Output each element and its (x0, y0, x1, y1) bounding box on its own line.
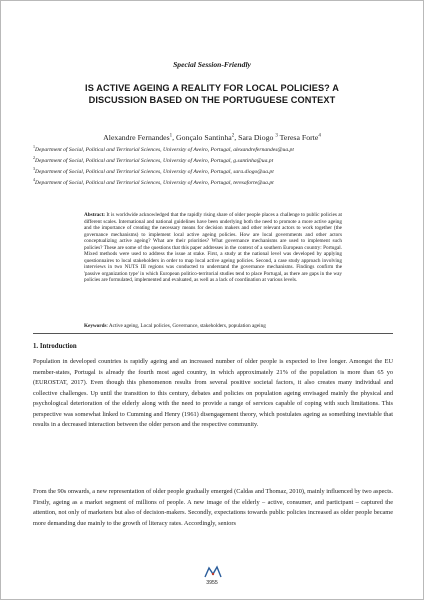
page-number: 3955 (206, 580, 218, 586)
publisher-logo-icon (204, 565, 222, 579)
session-label: Special Session-Friendly (173, 60, 251, 69)
body-paragraph-1: Population in developed countries is rapidly ageing and an increased number of older people is expected to live longer. Amongst the EU member-states, Portugal is already the fourth most aged country, in which approximately 21% of the population is more than 65 yo (EUROSTAT, 2017). Even though this phenomenon results from several positive societal factors, it also creates many individual and collective challenges. Up until the transition to this century, debates and policies on population ageing envisaged mainly the physical and psychological deterioration of the elderly along with the need to provide a range of services capable of coping with such limitations. This perspective was somewhat linked to Cumming and Henry (1961) disengagement theory, which postulates ageing as something inevitable that results in a decreased interaction between the older person and the respective community. (33, 358, 393, 429)
affiliation-4: $^4$Department of Social, Political and Territorial Sciences, University of Aveiro, Portugal, teresaforte@ua.pt (33, 176, 274, 186)
affiliation-2: $^2$Department of Social, Political and Territorial Sciences, University of Aveiro, Portugal, g.santinha@ua.pt (33, 154, 274, 164)
affiliation-list (33, 143, 393, 187)
paper-title: IS ACTIVE AGEING A REALITY FOR LOCAL POLICIES? A DISCUSSION BASED ON THE PORTUGUESE CONTEXT (85, 83, 339, 105)
author-1: Alexandre Fernandes$^1$, (103, 132, 177, 142)
author-list (1, 131, 423, 142)
keywords-label: Keywords (84, 323, 107, 329)
keywords (84, 323, 342, 330)
section-heading: 1. Introduction (33, 343, 77, 350)
affiliation-1: $^1$Department of Social, Political and Territorial Sciences, University of Aveiro, Portugal, alexandrefernandes@ua.pt (33, 144, 294, 153)
abstract (84, 212, 342, 284)
author-2: Gonçalo Santinha$^2$, (176, 132, 239, 142)
affiliation-3: $^3$Department of Social, Political and Territorial Sciences, University of Aveiro, Portugal, sara.diogo@ua.pt (33, 165, 274, 175)
abstract-label: Abstract: (84, 212, 106, 218)
abstract-text: It is worldwide acknowledged that the rapidly rising share of older people places a challenge to public policies at different scales. International and national guidelines have been underlying both the need to promote a more active ageing and the importance of creating the necessary means for decision makers and other relevant actors to work together (the governance mechanisms) to implement local active ageing policies. How are local governments and other actors conceptualizing active ageing? What are their priorities? What governance mechanisms are used to implement such policies? These are some of the questions that this paper addresses in the context of a southern European country: Portugal. Mixed methods were used to address the issue at stake. First, a study at the national level was developed by applying questionnaires to local stakeholders in order to map local active ageing policies. Second, a case study approach involving interviews in two NUTS III regions was conducted to understand the governance mechanisms. Findings confirm the 'passive organization type' in which European politico-territorial studies tend to place Portugal, as there are gaps in the way policies are formulated, implemented and evaluated, as well as a lack of coordination at various levels. (84, 212, 342, 284)
author-3: Sara Diogo $^3$ (238, 132, 278, 142)
author-4: Teresa Forte$^4$ (279, 132, 321, 142)
body-paragraph-2: From the 90s onwards, a new representation of older people gradually emerged (Caldas and Thomaz, 2010), mainly influenced by two aspects. Firstly, ageing as a market segment of millions of people. A new image of the elderly – active, consumer, and participant – captured the attention, not only of marketers but also of decision-makers. Secondly, expectations towards public policies increased as older people became more demanding due mainly to the growth of literacy rates. Accordingly, seniors (33, 488, 393, 527)
section-divider (33, 333, 393, 334)
keywords-text: : Active ageing, Local policies, Governance, stakeholders, population ageing (106, 323, 266, 329)
